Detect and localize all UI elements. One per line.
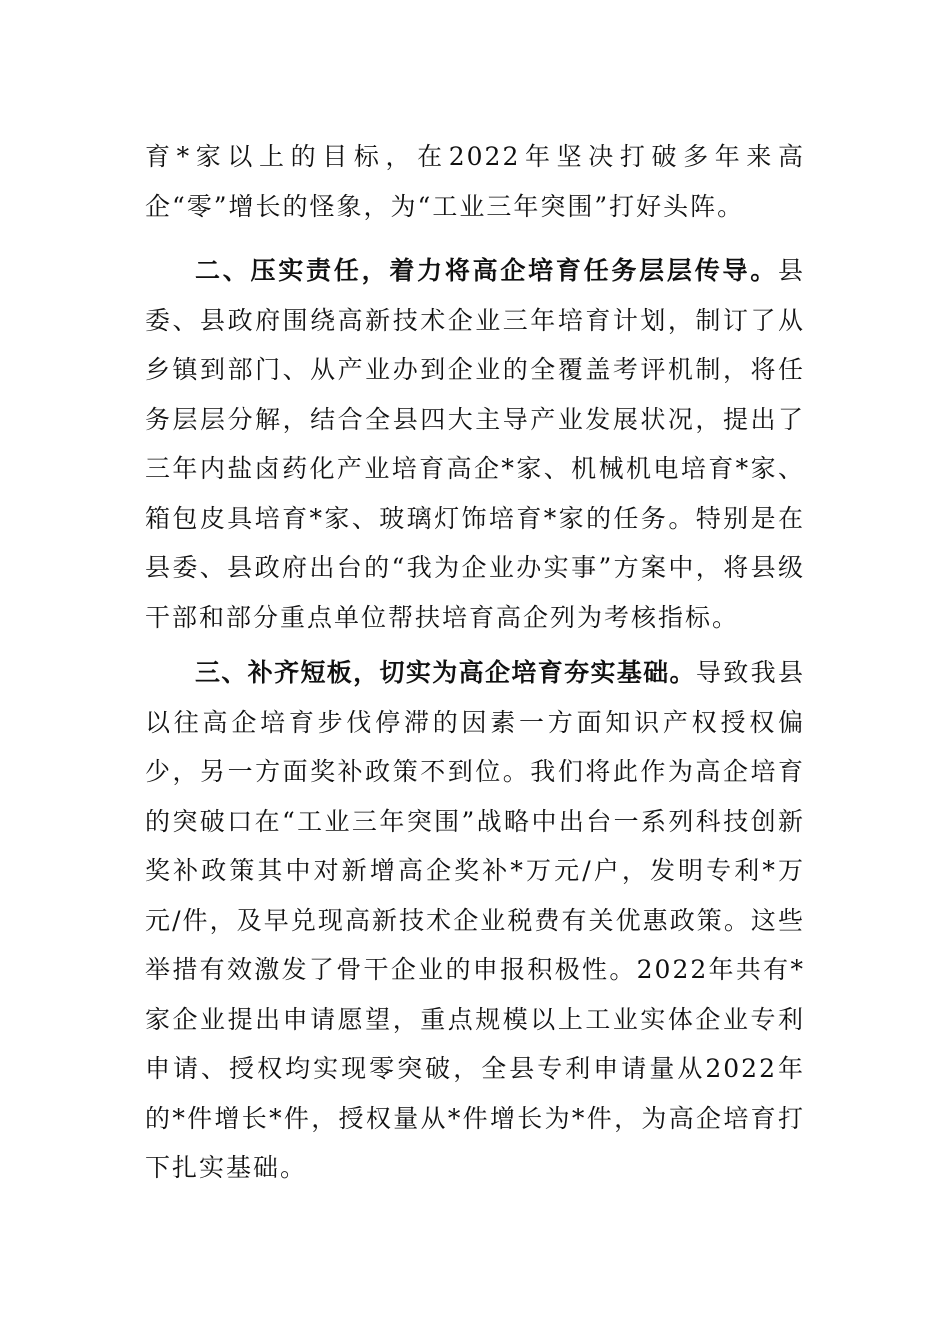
paragraph-section-two: [145, 246, 805, 642]
paragraph-text: 育*家以上的目标，在2022年坚决打破多年来高企“零”增长的怪象，为“工业三年突围”打好头阵。: [145, 142, 805, 221]
section-heading: 二、压实责任，着力将高企培育任务层层传导。: [195, 256, 778, 285]
paragraph-text: 导致我县以往高企培育步伐停滞的因素一方面知识产权授权偏少，另一方面奖补政策不到位。我们将此作为高企培育的突破口在“工业三年突围”战略中出台一系列科技创新奖补政策其中对新增高企奖补*万元/户，发明专利*万元/件，及早兑现高新技术企业税费有关优惠政策。这些举措有效激发了骨干企业的申报积极性。2022年共有*家企业提出申请愿望，重点规模以上工业实体企业专利申请、授权均实现零突破，全县专利申请量从2022年的*件增长*件，授权量从*件增长为*件，为高企培育打下扎实基础。: [145, 658, 805, 1182]
paragraph-text: 县委、县政府围绕高新技术企业三年培育计划，制订了从乡镇到部门、从产业办到企业的全覆盖考评机制，将任务层层分解，结合全县四大主导产业发展状况，提出了三年内盐卤药化产业培育高企*家、机械机电培育*家、箱包皮具培育*家、玻璃灯饰培育*家的任务。特别是在县委、县政府出台的“我为企业办实事”方案中，将县级干部和部分重点单位帮扶培育高企列为考核指标。: [145, 256, 805, 632]
section-heading: 三、补齐短板，切实为高企培育夯实基础。: [195, 658, 696, 687]
paragraph-body: [145, 246, 805, 642]
paragraph-section-three: [145, 648, 805, 1193]
paragraph-continuation: [145, 132, 805, 231]
paragraph-body: [145, 132, 805, 231]
paragraph-body: [145, 648, 805, 1193]
